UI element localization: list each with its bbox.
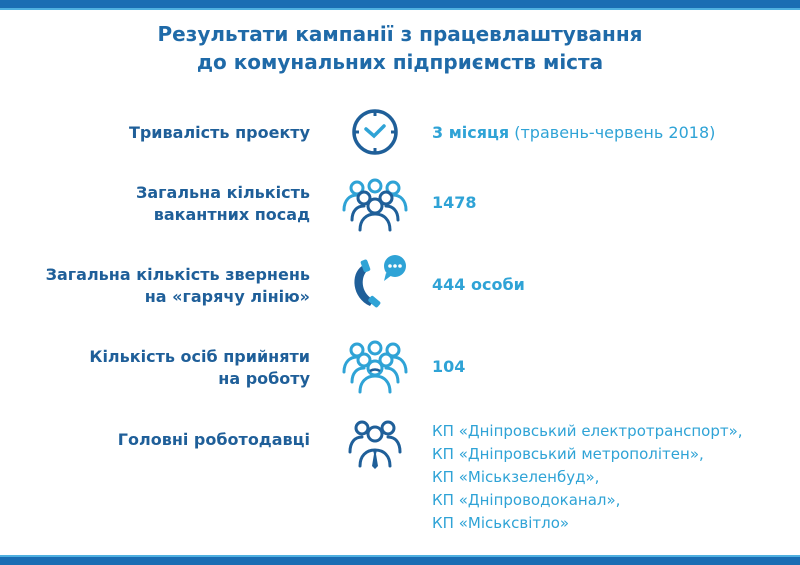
title-line-2: до комунальних підприємств міста	[196, 50, 604, 74]
employer-item: КП «Міськзеленбуд»,	[432, 468, 600, 486]
vacancies-value: 1478	[432, 193, 477, 212]
employer-item: КП «Міськсвітло»	[432, 514, 570, 532]
duration-label: Тривалість проекту	[128, 123, 310, 142]
phone-chat-icon	[340, 254, 410, 310]
employer-item: КП «Дніпровський метрополітен»,	[432, 445, 704, 463]
bottom-bar	[0, 555, 800, 565]
top-bar	[0, 0, 800, 10]
title-line-1: Результати кампанії з працевлаштування	[157, 22, 643, 46]
page-title	[0, 20, 800, 76]
duration-value: 3 місяця (травень-червень 2018)	[432, 123, 716, 142]
employer-item: КП «Дніпровський електротранспорт»,	[432, 422, 743, 440]
hotline-value: 444 особи	[432, 275, 525, 294]
people-hired-icon	[340, 338, 410, 394]
clock-icon	[340, 104, 410, 160]
employer-item: КП «Дніпроводоканал»,	[432, 491, 621, 509]
employer-icon	[340, 416, 410, 472]
vacancies-label: Загальна кількість вакантних посад	[136, 183, 310, 224]
hired-value: 104	[432, 357, 466, 376]
employers-label: Головні роботодавці	[117, 430, 310, 449]
hotline-label: Загальна кількість звернень на «гарячу лінію»	[45, 265, 310, 306]
hired-label: Кількість осіб прийняти на роботу	[89, 347, 310, 388]
people-group-icon	[340, 176, 410, 232]
employers-list	[432, 420, 743, 535]
